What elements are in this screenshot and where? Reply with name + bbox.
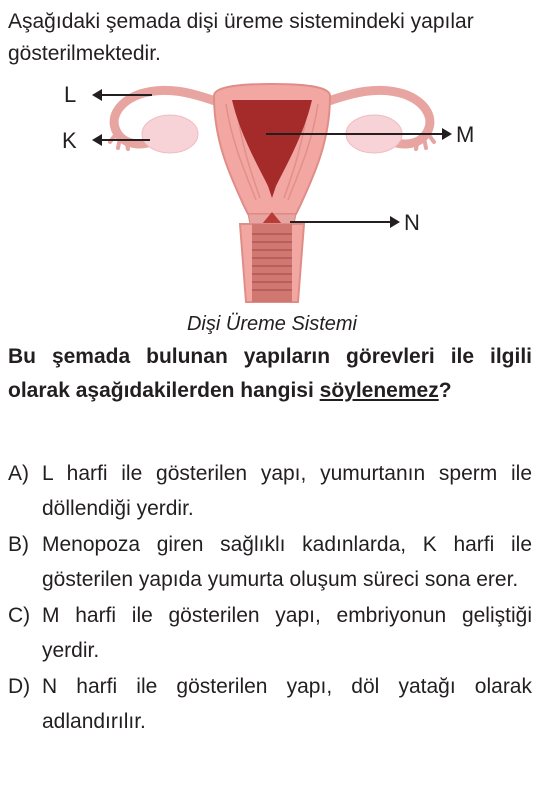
- diagram-illustration: [0, 74, 544, 310]
- answer-options: [8, 456, 532, 740]
- option-letter: D): [8, 675, 31, 698]
- option-b[interactable]: [8, 527, 532, 597]
- diagram-caption: Dişi Üreme Sistemi: [186, 313, 358, 335]
- label-K: K: [62, 128, 77, 153]
- label-L: L: [64, 82, 77, 107]
- option-text: M harfi ile gösterilen yapı, embriyonun geliştiği yerdir.: [42, 604, 532, 662]
- question-underlined-word: söylenemez: [319, 379, 439, 402]
- option-letter: A): [8, 462, 29, 485]
- question-mark: ?: [438, 379, 452, 402]
- question-text: [8, 340, 532, 408]
- option-text: N harfi ile gösterilen yapı, döl yatağı olarak adlandırılır.: [42, 675, 532, 733]
- option-a[interactable]: [8, 456, 532, 526]
- option-text: Menopoza giren sağlıklı kadınlarda, K harfi ile gösterilen yapıda yumurta oluşum süreci sona erer.: [42, 533, 532, 591]
- option-letter: B): [8, 533, 29, 556]
- option-text: L harfi ile gösterilen yapı, yumurtanın sperm ile döllendiği yerdir.: [42, 462, 532, 520]
- option-d[interactable]: [8, 669, 532, 739]
- question-text-start: Bu şemada bulunan yapıların görevleri ile ilgili olarak aşağıdakilerden hangisi: [8, 345, 532, 402]
- arrow-N: [290, 216, 400, 228]
- left-ovary: [142, 115, 198, 153]
- reproductive-system-diagram: [0, 74, 544, 310]
- intro-text: Aşağıdaki şemada dişi üreme sistemindeki yapılar gösterilmektedir.: [8, 10, 474, 65]
- option-letter: C): [8, 604, 31, 627]
- label-M: M: [456, 122, 475, 147]
- option-c[interactable]: [8, 598, 532, 668]
- label-N: N: [404, 210, 420, 235]
